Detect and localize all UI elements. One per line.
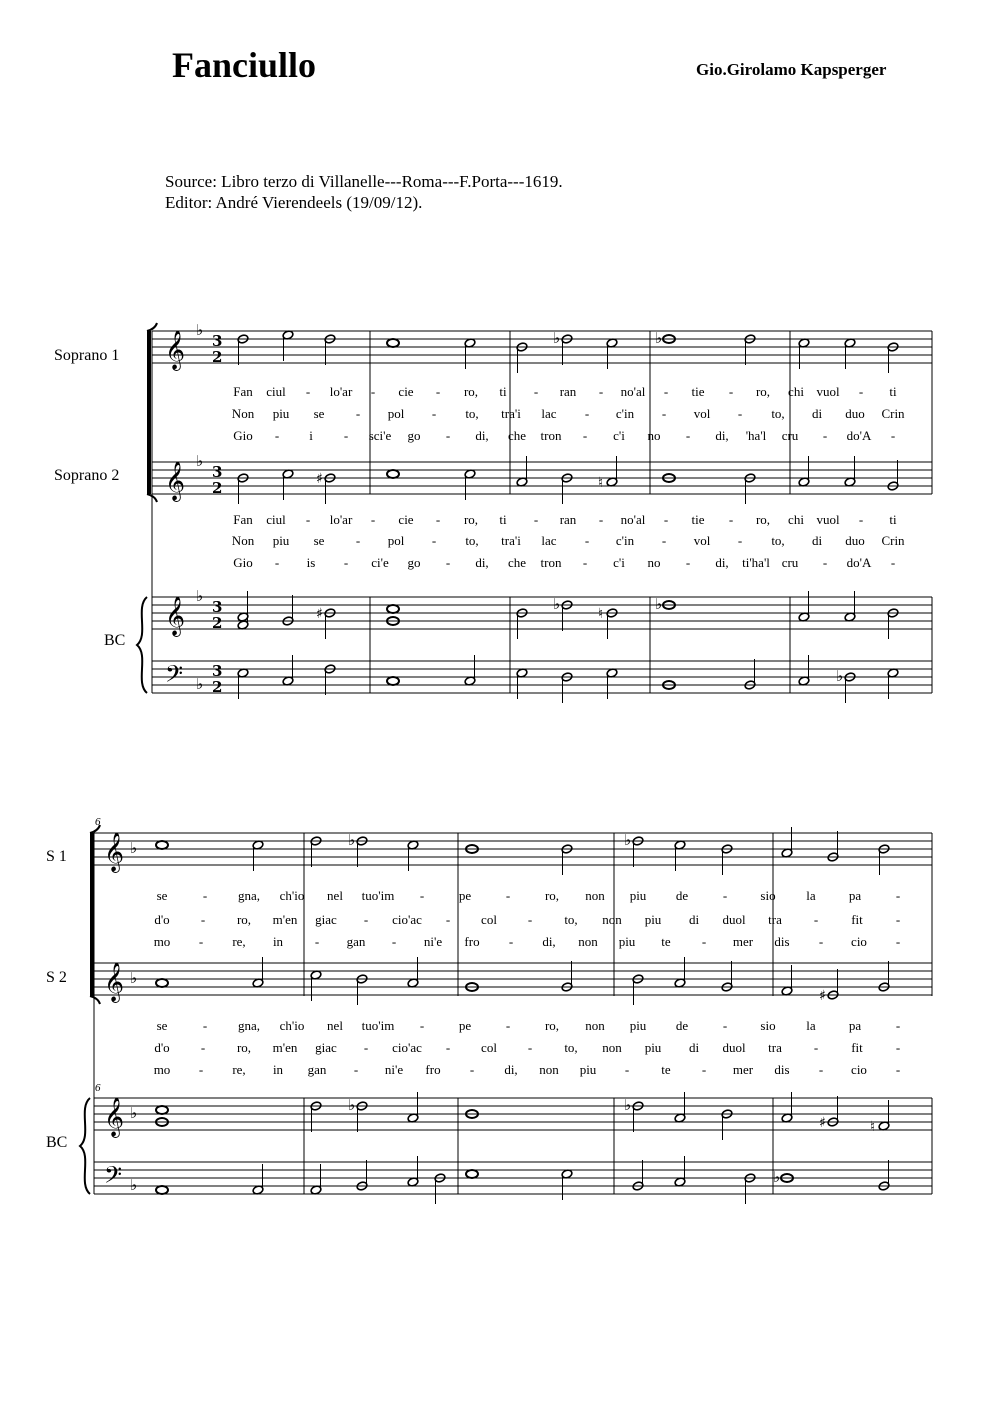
lyric-syllable: in (272, 1062, 284, 1077)
lyric-syllable: di, (475, 555, 489, 570)
lyric-syllable: tuo'im (361, 888, 395, 903)
lyric-syllable: - (598, 384, 604, 399)
treble-clef-icon: 𝄞 (165, 596, 186, 636)
lyric-syllable: - (822, 428, 828, 443)
time-signature: 3 (212, 598, 223, 616)
lyric-syllable: - (198, 934, 204, 949)
lyric-syllable: piu (644, 912, 662, 927)
lyric-syllable: go (407, 428, 421, 443)
lyric-syllable: Non (231, 533, 255, 548)
lyric-syllable: - (202, 888, 208, 903)
lyric-syllable: la (806, 888, 816, 903)
lyric-syllable: dis (774, 934, 790, 949)
composer-name: Gio.Girolamo Kapsperger (696, 60, 887, 79)
lyric-syllable: tra'i (501, 406, 521, 421)
lyric-syllable: pol (387, 406, 405, 421)
measure-number-bc: 6 (95, 1082, 101, 1094)
whole-note (387, 605, 399, 613)
lyric-syllable: 'ha'l (745, 428, 767, 443)
lyric-syllable: di (811, 533, 823, 548)
lyric-syllable: - (685, 428, 691, 443)
lyric-syllable: do'A (846, 555, 872, 570)
lyric-syllable: se (313, 533, 325, 548)
lyric-syllable: m'en (272, 912, 298, 927)
lyric-syllable: ro, (463, 512, 479, 527)
lyric-syllable: - (624, 1062, 630, 1077)
flat-sign: ♭ (553, 595, 561, 613)
lyric-syllable: piu (644, 1040, 662, 1055)
lyric-syllable: - (419, 888, 425, 903)
sharp-sign: ♯ (819, 988, 826, 1004)
lyric-syllable: - (895, 912, 901, 927)
lyric-syllable: - (370, 384, 376, 399)
lyric-syllable: - (363, 912, 369, 927)
system-bracket (90, 825, 100, 833)
lyric-syllable: tron (540, 428, 562, 443)
lyric-syllable: nel (327, 1018, 343, 1033)
flat-sign: ♭ (196, 587, 204, 605)
lyric-syllable: ti (889, 512, 897, 527)
lyric-syllable: cio'ac (392, 912, 422, 927)
lyric-syllable: - (582, 428, 588, 443)
lyric-syllable: mo (153, 934, 171, 949)
lyric-syllable: pe (458, 888, 472, 903)
lyric-syllable: - (663, 512, 669, 527)
lyric-syllable: Non (231, 406, 255, 421)
lyric-syllable: che (507, 428, 527, 443)
lyric-syllable: vol (693, 406, 711, 421)
lyric-syllable: - (858, 512, 864, 527)
lyric-syllable: tra'i (501, 533, 521, 548)
lyric-syllable: Crin (881, 533, 905, 548)
lyric-syllable: che (507, 555, 527, 570)
lyric-syllable: - (895, 934, 901, 949)
whole-note (156, 1106, 168, 1114)
lyric-syllable: pol (387, 533, 405, 548)
lyric-syllable: - (274, 555, 280, 570)
lyric-syllable: lo'ar (329, 384, 353, 399)
source-line: Source: Libro terzo di Villanelle---Roma---F.Porta---1619. (165, 172, 563, 191)
flat-sign: ♭ (196, 675, 204, 693)
lyric-syllable: di, (715, 555, 729, 570)
treble-clef-icon: 𝄞 (165, 330, 186, 370)
flat-sign: ♭ (196, 452, 204, 470)
lyric-syllable: di, (504, 1062, 518, 1077)
lyric-syllable: giac (315, 1040, 337, 1055)
lyric-syllable: tra (768, 1040, 782, 1055)
lyric-syllable: tie (691, 384, 705, 399)
lyric-syllable: di (811, 406, 823, 421)
lyric-syllable: ro, (755, 384, 771, 399)
lyric-syllable: m'en (272, 1040, 298, 1055)
flat-sign: ♭ (655, 329, 663, 347)
lyric-syllable: sio (760, 888, 776, 903)
lyric-syllable: cru (781, 555, 799, 570)
lyric-syllable: - (533, 512, 539, 527)
lyric-syllable: - (895, 1040, 901, 1055)
piano-brace (80, 1098, 90, 1194)
lyric-syllable: di (688, 912, 700, 927)
lyric-syllable: ci'e (371, 555, 389, 570)
lyric-syllable: lac (541, 406, 557, 421)
lyric-syllable: - (505, 1018, 511, 1033)
lyric-syllable: piu (272, 406, 290, 421)
lyric-syllable: re, (232, 1062, 246, 1077)
treble-clef-icon: 𝄞 (104, 1097, 125, 1137)
lyric-syllable: to, (771, 533, 785, 548)
lyric-syllable: gan (346, 934, 366, 949)
lyric-syllable: - (469, 1062, 475, 1077)
lyric-syllable: sci'e (368, 428, 392, 443)
lyric-syllable: to, (771, 406, 785, 421)
lyric-syllable: chi (788, 384, 804, 399)
lyric-syllable: cie (398, 512, 414, 527)
lyric-syllable: ro, (544, 1018, 560, 1033)
lyric-syllable: fro (425, 1062, 441, 1077)
lyric-syllable: do'A (846, 428, 872, 443)
lyric-syllable: - (722, 1018, 728, 1033)
lyric-syllable: ti (499, 384, 507, 399)
bass-clef-icon: 𝄢 (104, 1161, 123, 1194)
lyric-syllable: no (647, 555, 661, 570)
lyric-syllable: gna, (237, 1018, 261, 1033)
lyric-syllable: duo (845, 406, 865, 421)
lyric-syllable: - (737, 406, 743, 421)
lyric-syllable: - (198, 1062, 204, 1077)
lyric-syllable: - (445, 555, 451, 570)
instrument-label-s1: S 1 (46, 848, 67, 865)
lyric-syllable: non (602, 912, 622, 927)
flat-sign: ♭ (130, 969, 138, 987)
flat-sign: ♭ (130, 1176, 138, 1194)
instrument-label-bc-2: BC (46, 1134, 68, 1151)
lyric-syllable: - (200, 1040, 206, 1055)
lyric-syllable: - (445, 912, 451, 927)
lyric-syllable: mer (732, 934, 754, 949)
lyric-syllable: non (578, 934, 598, 949)
lyric-syllable: - (890, 555, 896, 570)
lyric-syllable: - (663, 384, 669, 399)
lyric-syllable: - (813, 912, 819, 927)
lyric-syllable: vol (693, 533, 711, 548)
lyric-syllable: - (435, 384, 441, 399)
lyric-syllable: di, (715, 428, 729, 443)
lyric-syllable: - (445, 1040, 451, 1055)
lyric-syllable: d'o (154, 1040, 170, 1055)
lyric-syllable: c'i (613, 428, 625, 443)
lyric-syllable: - (355, 533, 361, 548)
lyric-syllable: - (314, 934, 320, 949)
lyric-syllable: te (661, 1062, 671, 1077)
lyric-syllable: mer (732, 1062, 754, 1077)
lyric-syllable: - (533, 384, 539, 399)
lyric-syllable: la (806, 1018, 816, 1033)
lyric-syllable: ch'io (279, 1018, 305, 1033)
time-signature: 2 (212, 348, 223, 366)
lyric-syllable: go (407, 555, 421, 570)
lyric-syllable: gan (307, 1062, 327, 1077)
lyric-syllable: tron (540, 555, 562, 570)
lyric-syllable: di (688, 1040, 700, 1055)
sharp-sign: ♯ (316, 606, 323, 622)
whole-note (156, 1186, 168, 1194)
lyric-syllable: non (585, 888, 605, 903)
time-signature: 3 (212, 662, 223, 680)
lyric-syllable: i (309, 428, 313, 443)
flat-sign: ♭ (348, 831, 356, 849)
lyric-syllable: - (527, 912, 533, 927)
lyric-syllable: - (858, 384, 864, 399)
lyric-syllable: - (813, 1040, 819, 1055)
instrument-label-soprano1: Soprano 1 (54, 347, 120, 364)
system-bracket (90, 996, 100, 1004)
lyric-syllable: lo'ar (329, 512, 353, 527)
sharp-sign: ♯ (819, 1115, 826, 1131)
lyric-syllable: - (431, 406, 437, 421)
lyric-syllable: - (890, 428, 896, 443)
lyric-syllable: pa (848, 888, 862, 903)
lyric-syllable: - (445, 428, 451, 443)
lyric-syllable: vuol (816, 384, 840, 399)
lyric-syllable: no (647, 428, 661, 443)
lyric-syllable: ti (499, 512, 507, 527)
lyric-syllable: - (363, 1040, 369, 1055)
lyric-syllable: non (539, 1062, 559, 1077)
lyric-syllable: tie (691, 512, 705, 527)
natural-sign: ♮ (598, 475, 604, 491)
lyric-syllable: duol (722, 1040, 746, 1055)
lyric-syllable: non (585, 1018, 605, 1033)
lyric-syllable: fit (851, 912, 863, 927)
lyric-syllable: - (661, 533, 667, 548)
sharp-sign: ♯ (316, 471, 323, 487)
lyric-syllable: pe (458, 1018, 472, 1033)
lyric-syllable: to, (564, 912, 578, 927)
lyric-syllable: Gio (233, 428, 253, 443)
lyric-syllable: - (661, 406, 667, 421)
instrument-label-s2: S 2 (46, 969, 67, 986)
lyric-syllable: ti (889, 384, 897, 399)
lyric-syllable: - (200, 912, 206, 927)
lyric-syllable: lac (541, 533, 557, 548)
lyric-syllable: fro (464, 934, 480, 949)
lyric-syllable: - (822, 555, 828, 570)
lyric-syllable: - (202, 1018, 208, 1033)
lyric-syllable: ch'io (279, 888, 305, 903)
lyric-syllable: sio (760, 1018, 776, 1033)
lyric-syllable: col (481, 912, 497, 927)
lyric-syllable: in (272, 934, 284, 949)
lyric-syllable: - (419, 1018, 425, 1033)
editor-line: Editor: André Vierendeels (19/09/12). (165, 193, 423, 212)
lyric-syllable: - (584, 533, 590, 548)
lyric-syllable: - (370, 512, 376, 527)
whole-note (387, 339, 399, 347)
lyric-syllable: cio (851, 1062, 867, 1077)
lyric-syllable: piu (272, 533, 290, 548)
lyric-syllable: duo (845, 533, 865, 548)
time-signature: 2 (212, 614, 223, 632)
bass-clef-icon: 𝄢 (165, 660, 184, 693)
flat-sign: ♭ (655, 595, 663, 613)
lyric-syllable: fit (851, 1040, 863, 1055)
lyric-syllable: - (818, 934, 824, 949)
lyric-syllable: ro, (463, 384, 479, 399)
lyric-syllable: to, (465, 406, 479, 421)
instrument-label-bc: BC (104, 632, 126, 649)
lyric-syllable: - (353, 1062, 359, 1077)
piano-brace (137, 597, 147, 693)
flat-sign: ♭ (553, 329, 561, 347)
lyric-syllable: - (305, 384, 311, 399)
whole-note (387, 677, 399, 685)
lyric-syllable: ciul (266, 512, 286, 527)
lyric-syllable: se (156, 1018, 168, 1033)
time-signature: 3 (212, 332, 223, 350)
lyric-syllable: - (701, 934, 707, 949)
lyric-syllable: di, (475, 428, 489, 443)
lyric-syllable: - (728, 512, 734, 527)
lyric-syllable: - (505, 888, 511, 903)
lyric-syllable: vuol (816, 512, 840, 527)
lyric-syllable: piu (629, 888, 647, 903)
lyric-syllable: - (728, 384, 734, 399)
lyric-syllable: c'in (615, 406, 635, 421)
lyric-syllable: ti'ha'l (742, 555, 770, 570)
piece-title: Fanciullo (172, 45, 317, 85)
lyric-syllable: gna, (237, 888, 261, 903)
whole-note (387, 470, 399, 478)
lyric-syllable: se (313, 406, 325, 421)
lyric-syllable: ran (559, 384, 577, 399)
time-signature: 3 (212, 463, 223, 481)
lyric-syllable: ni'e (384, 1062, 404, 1077)
lyric-syllable: Fan (233, 384, 253, 399)
flat-sign: ♭ (624, 1096, 632, 1114)
instrument-label-soprano2: Soprano 2 (54, 467, 120, 484)
flat-sign: ♭ (130, 1104, 138, 1122)
lyric-syllable: - (598, 512, 604, 527)
lyric-syllable: non (602, 1040, 622, 1055)
lyric-syllable: is (306, 555, 316, 570)
lyric-syllable: Crin (881, 406, 905, 421)
lyric-syllable: Gio (233, 555, 253, 570)
lyric-syllable: ro, (236, 1040, 252, 1055)
lyric-syllable: ran (559, 512, 577, 527)
lyric-syllable: - (895, 1018, 901, 1033)
flat-sign: ♭ (624, 831, 632, 849)
lyric-syllable: mo (153, 1062, 171, 1077)
natural-sign: ♮ (598, 606, 604, 622)
whole-note (466, 1170, 478, 1178)
lyric-syllable: cio'ac (392, 1040, 422, 1055)
lyric-syllable: re, (232, 934, 246, 949)
lyric-syllable: ro, (544, 888, 560, 903)
lyric-syllable: no'al (620, 512, 646, 527)
lyric-syllable: tra (768, 912, 782, 927)
system-bracket (147, 323, 157, 331)
lyric-syllable: chi (788, 512, 804, 527)
lyric-syllable: piu (629, 1018, 647, 1033)
lyric-syllable: - (305, 512, 311, 527)
lyric-syllable: no'al (620, 384, 646, 399)
lyric-syllable: c'in (615, 533, 635, 548)
flat-sign: ♭ (348, 1096, 356, 1114)
lyric-syllable: di, (542, 934, 556, 949)
lyric-syllable: - (737, 533, 743, 548)
lyric-syllable: - (527, 1040, 533, 1055)
flat-sign: ♭ (130, 839, 138, 857)
lyric-syllable: tuo'im (361, 1018, 395, 1033)
flat-sign: ♭ (773, 1168, 781, 1186)
lyric-syllable: col (481, 1040, 497, 1055)
lyric-syllable: de (675, 888, 689, 903)
lyric-syllable: dis (774, 1062, 790, 1077)
lyric-syllable: giac (315, 912, 337, 927)
whole-note (156, 979, 168, 987)
lyric-syllable: te (661, 934, 671, 949)
lyric-syllable: to, (465, 533, 479, 548)
lyric-syllable: d'o (154, 912, 170, 927)
flat-sign: ♭ (196, 321, 204, 339)
lyric-syllable: cio (851, 934, 867, 949)
lyric-syllable: - (584, 406, 590, 421)
lyric-syllable: cie (398, 384, 414, 399)
lyric-syllable: nel (327, 888, 343, 903)
lyric-syllable: ro, (236, 912, 252, 927)
whole-note (156, 841, 168, 849)
treble-clef-icon: 𝄞 (104, 832, 125, 872)
lyric-syllable: ni'e (423, 934, 443, 949)
lyric-syllable: duol (722, 912, 746, 927)
lyric-syllable: piu (579, 1062, 597, 1077)
treble-clef-icon: 𝄞 (165, 461, 186, 501)
lyric-syllable: - (343, 555, 349, 570)
lyric-syllable: - (355, 406, 361, 421)
lyric-syllable: - (582, 555, 588, 570)
lyric-syllable: - (391, 934, 397, 949)
lyric-syllable: c'i (613, 555, 625, 570)
time-signature: 2 (212, 479, 223, 497)
lyric-syllable: - (895, 1062, 901, 1077)
lyric-syllable: - (685, 555, 691, 570)
natural-sign: ♮ (870, 1119, 876, 1135)
lyric-syllable: ro, (755, 512, 771, 527)
lyric-syllable: - (343, 428, 349, 443)
lyric-syllable: pa (848, 1018, 862, 1033)
lyric-syllable: de (675, 1018, 689, 1033)
lyric-syllable: Fan (233, 512, 253, 527)
lyric-syllable: cru (781, 428, 799, 443)
lyric-syllable: - (508, 934, 514, 949)
lyric-syllable: - (895, 888, 901, 903)
lyric-syllable: - (274, 428, 280, 443)
lyric-syllable: se (156, 888, 168, 903)
measure-number: 6 (95, 816, 101, 828)
lyric-syllable: ciul (266, 384, 286, 399)
time-signature: 2 (212, 678, 223, 696)
lyric-syllable: piu (618, 934, 636, 949)
lyric-syllable: - (701, 1062, 707, 1077)
lyric-syllable: - (818, 1062, 824, 1077)
lyric-syllable: - (431, 533, 437, 548)
lyric-syllable: - (722, 888, 728, 903)
lyric-syllable: - (435, 512, 441, 527)
treble-clef-icon: 𝄞 (104, 962, 125, 1002)
flat-sign: ♭ (836, 667, 844, 685)
lyric-syllable: to, (564, 1040, 578, 1055)
